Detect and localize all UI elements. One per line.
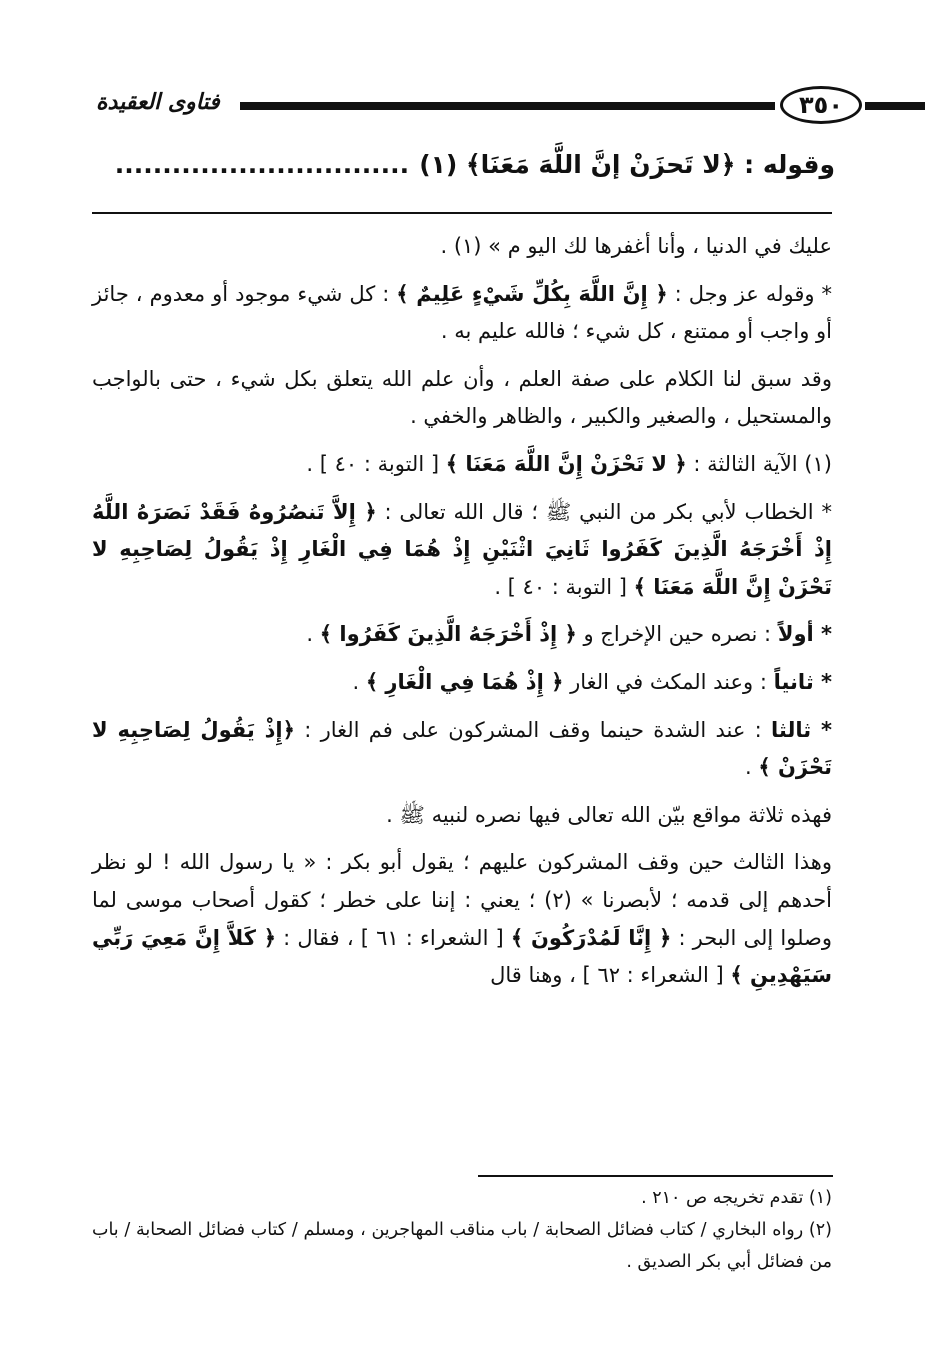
heading-rule	[92, 212, 832, 214]
quran-quote: ﴿ إِنَّ اللَّهَ بِكُلِّ شَيْءٍ عَلِيمٌ ﴾	[396, 281, 668, 306]
point-label: * ثالثا	[770, 717, 832, 742]
paragraph: وهذا الثالث حين وقف المشركون عليهم ؛ يقول أبو بكر : « يا رسول الله ! لو نظر أحدهم إلى قدمه ؛ لأبصرنا » (٢) ؛ يعني : إننا على خطر ؛ كقول أصحاب موسى لما وصلوا إلى البحر : ﴿ إِنَّا لَمُدْرَكُونَ ﴾ [ الشعراء : ٦١ ] ، فقال : ﴿ كَلاَّ إِنَّ مَعِيَ رَبِّي سَيَهْدِينِ ﴾ [ الشعراء : ٦٢ ] ، وهنا قال	[92, 850, 833, 988]
paragraph: * وقوله عز وجل : ﴿ إِنَّ اللَّهَ بِكُلِّ شَيْءٍ عَلِيمٌ ﴾ : كل شيء موجود أو معدوم ، جائز أو واجب أو ممتنع ، كل شيء ؛ فالله عليم به .	[92, 281, 833, 344]
paragraph: فهذه ثلاثة مواقع بيّن الله تعالى فيها نصره لنبيه ﷺ .	[386, 802, 832, 827]
footnote: (٢) رواه البخاري / كتاب فضائل الصحابة / باب مناقب المهاجرين ، ومسلم / كتاب فضائل الصحابة / باب من فضائل أبي بكر الصديق .	[92, 1220, 832, 1272]
running-header	[90, 86, 843, 126]
quran-quote: ﴿ إِنَّا لَمُدْرَكُونَ ﴾	[510, 925, 672, 950]
quran-quote: ﴿ إِلاَّ تَنصُرُوهُ فَقَدْ نَصَرَهُ اللَّهُ إِذْ أَخْرَجَهُ الَّذِينَ كَفَرُوا ثَانِيَ اثْنَيْنِ إِذْ هُمَا فِي الْغَارِ إِذْ يَقُولُ لِصَاحِبِهِ لا تَحْزَنْ إِنَّ اللَّهَ مَعَنَا ﴾	[92, 499, 832, 599]
quran-quote: ﴿ إِذْ هُمَا فِي الْغَارِ ﴾	[365, 669, 564, 694]
paragraph: عليك في الدنيا ، وأنا أغفرها لك اليو م » (١) .	[440, 234, 832, 258]
header-rule	[240, 102, 775, 110]
paragraph: * الخطاب لأبي بكر من النبي ﷺ ؛ قال الله تعالى : ﴿ إِلاَّ تَنصُرُوهُ فَقَدْ نَصَرَهُ اللَّهُ إِذْ أَخْرَجَهُ الَّذِينَ كَفَرُوا ثَانِيَ اثْنَيْنِ إِذْ هُمَا فِي الْغَارِ إِذْ يَقُولُ لِصَاحِبِهِ لا تَحْزَنْ إِنَّ اللَّهَ مَعَنَا ﴾ [ التوبة : ٤٠ ] .	[92, 499, 832, 599]
footnotes	[92, 1182, 832, 1278]
paragraph: * أولاً : نصره حين الإخراج و ﴿ إِذْ أَخْرَجَهُ الَّذِينَ كَفَرُوا ﴾ .	[306, 622, 832, 647]
quran-quote: ﴿إِذْ يَقُولُ لِصَاحِبِهِ لا تَحْزَنْ ﴾	[92, 717, 832, 780]
paragraph: (١) الآية الثالثة : ﴿ لا تَحْزَنْ إِنَّ اللَّهَ مَعَنَا ﴾ [ التوبة : ٤٠ ] .	[306, 451, 832, 476]
section-heading	[75, 150, 835, 179]
book-title: فتاوى العقيدة	[96, 90, 220, 115]
footnote-rule	[478, 1175, 833, 1177]
quran-quote: ﴿ كَلاَّ إِنَّ مَعِيَ رَبِّي سَيَهْدِينِ ﴾	[92, 925, 832, 988]
paragraph: * ثالثا : عند الشدة حينما وقف المشركون على فم الغار : ﴿إِذْ يَقُولُ لِصَاحِبِهِ لا تَحْزَنْ ﴾ .	[92, 717, 832, 780]
point-label: * أولاً	[777, 622, 832, 647]
section-heading-text: وقوله : ﴿لا تَحزَنْ إنَّ اللَّهَ مَعَنَا﴾ (١)	[419, 150, 835, 179]
page-number: ٣٥٠	[780, 86, 862, 124]
paragraph: وقد سبق لنا الكلام على صفة العلم ، وأن علم الله يتعلق بكل شيء ، حتى بالواجب والمستحيل ، والصغير والكبير ، والظاهر والخفي .	[92, 366, 832, 429]
point-label: * ثانياً	[773, 669, 832, 694]
quran-quote: ﴿ إِذْ أَخْرَجَهُ الَّذِينَ كَفَرُوا ﴾	[319, 622, 577, 647]
paragraph: * ثانياً : وعند المكث في الغار ﴿ إِذْ هُمَا فِي الْغَارِ ﴾ .	[352, 669, 832, 694]
footnote: (١) تقدم تخريجه ص ٢١٠ .	[641, 1188, 832, 1208]
page-body	[92, 228, 832, 1005]
quran-quote: ﴿ لا تَحْزَنْ إِنَّ اللَّهَ مَعَنَا ﴾	[445, 451, 687, 476]
header-rule	[865, 102, 925, 110]
heading-dots: ...............................	[114, 150, 410, 179]
